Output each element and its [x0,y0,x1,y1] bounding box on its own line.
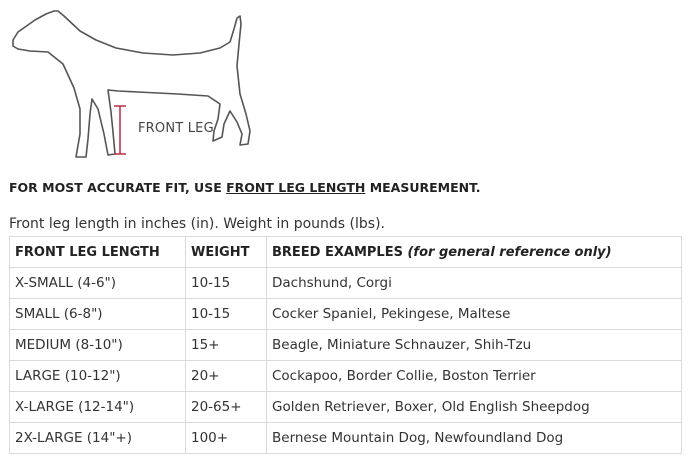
size-cell: MEDIUM (8-10") [10,330,186,361]
header-front-leg-length: FRONT LEG LENGTH [10,237,186,268]
table-row [10,268,682,299]
fit-instruction-suffix: MEASUREMENT. [365,180,481,195]
size-cell: 2X-LARGE (14"+) [10,423,186,454]
weight-cell: 20-65+ [186,392,267,423]
breeds-cell: Golden Retriever, Boxer, Old English Sheepdog [267,392,682,423]
size-chart-table [9,236,682,454]
weight-cell: 20+ [186,361,267,392]
table-row [10,423,682,454]
table-row [10,299,682,330]
weight-cell: 10-15 [186,299,267,330]
weight-cell: 10-15 [186,268,267,299]
size-cell: X-LARGE (12-14") [10,392,186,423]
size-cell: SMALL (6-8") [10,299,186,330]
fit-instruction-emphasis: FRONT LEG LENGTH [226,180,366,195]
dog-silhouette-figure [8,4,260,164]
fit-instruction-prefix: FOR MOST ACCURATE FIT, USE [9,180,227,195]
table-row [10,330,682,361]
header-weight: WEIGHT [186,237,267,268]
front-leg-label: FRONT LEG [138,121,214,136]
header-breed-examples [267,237,682,268]
weight-cell: 15+ [186,330,267,361]
breeds-cell: Beagle, Miniature Schnauzer, Shih-Tzu [267,330,682,361]
units-note: Front leg length in inches (in). Weight in pounds (lbs). [9,216,385,232]
weight-cell: 100+ [186,423,267,454]
header-breed-label: BREED EXAMPLES [272,244,403,260]
dog-outline-icon [8,4,260,164]
table-header-row [10,237,682,268]
breeds-cell: Cockapoo, Border Collie, Boston Terrier [267,361,682,392]
table-row [10,392,682,423]
header-breed-note: (for general reference only) [407,244,612,260]
size-cell: X-SMALL (4-6") [10,268,186,299]
fit-instruction [9,180,480,195]
breeds-cell: Cocker Spaniel, Pekingese, Maltese [267,299,682,330]
size-cell: LARGE (10-12") [10,361,186,392]
breeds-cell: Bernese Mountain Dog, Newfoundland Dog [267,423,682,454]
breeds-cell: Dachshund, Corgi [267,268,682,299]
dog-body-path [13,11,250,157]
table-row [10,361,682,392]
